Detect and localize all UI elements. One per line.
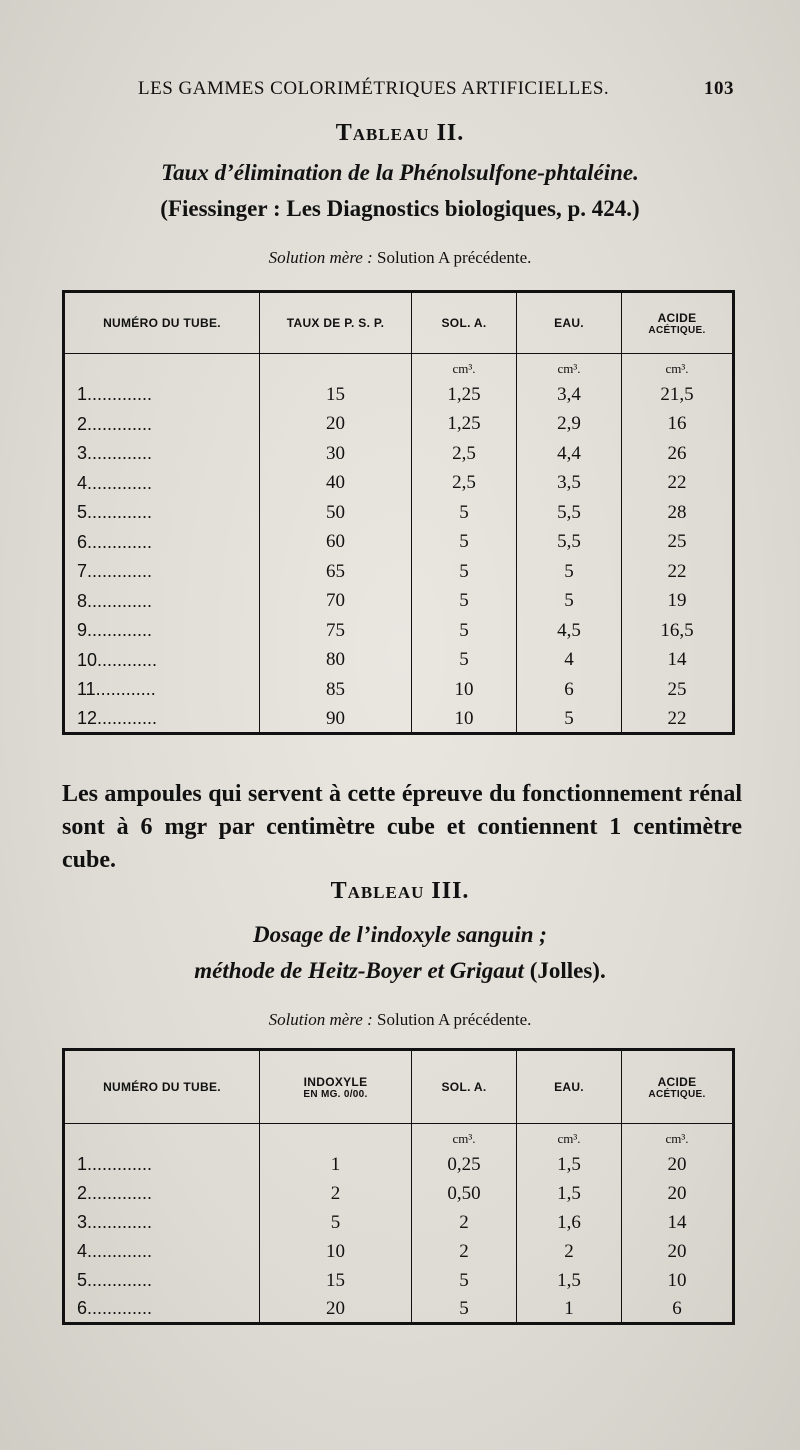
table-cell: 22 <box>622 557 734 587</box>
table-row <box>64 645 734 675</box>
table-cell: 5,5 <box>517 527 622 557</box>
table-cell: 80 <box>260 645 412 675</box>
tableau-3-table <box>62 1048 735 1325</box>
tableau-2-caption-line1: Taux d’élimination de la Phénolsulfone-phtaléine. <box>161 160 639 185</box>
table-cell: 25 <box>622 675 734 705</box>
unit-cell: cm³. <box>517 354 622 380</box>
tableau-2-heading: Tableau II. <box>335 120 465 146</box>
table-row <box>64 675 734 705</box>
table-cell: 0,50 <box>412 1179 517 1208</box>
tableau-2-caption-line2: (Fiessinger : Les Diagnostics biologiques, p. 424.) <box>160 196 640 221</box>
table-row <box>64 1179 734 1208</box>
table-cell: 20 <box>622 1179 734 1208</box>
tube-number-cell: 2............. <box>64 409 260 439</box>
table-cell: 3,4 <box>517 380 622 410</box>
table-cell: 1,5 <box>517 1179 622 1208</box>
table-cell: 5 <box>412 616 517 646</box>
table-cell: 6 <box>517 675 622 705</box>
table-cell: 14 <box>622 1208 734 1237</box>
header-tube: NUMÉRO DU TUBE. <box>64 1050 260 1124</box>
tube-number-cell: 5............. <box>64 498 260 528</box>
table-row <box>64 1237 734 1266</box>
tube-number-cell: 8............. <box>64 586 260 616</box>
tube-number-cell: 4............. <box>64 468 260 498</box>
header-indoxyle <box>260 1050 412 1124</box>
tableau-3-heading: Tableau III. <box>330 878 470 904</box>
table-cell: 2 <box>517 1237 622 1266</box>
units-row <box>64 1124 734 1150</box>
header-acide-line1: ACIDE <box>657 1074 697 1089</box>
table-cell: 1,5 <box>517 1266 622 1295</box>
table-cell: 1 <box>517 1295 622 1324</box>
header-indoxyle-line2: EN MG. 0/00. <box>303 1088 368 1100</box>
table-cell: 2,9 <box>517 409 622 439</box>
header-taux: TAUX DE P. S. P. <box>260 292 412 354</box>
table-header-row <box>64 1050 734 1124</box>
table-cell: 10 <box>622 1266 734 1295</box>
unit-cell <box>260 354 412 380</box>
header-sol: SOL. A. <box>412 1050 517 1124</box>
tube-number-cell: 1............. <box>64 380 260 410</box>
tableau-2-body <box>64 354 734 734</box>
table-cell: 3,5 <box>517 468 622 498</box>
units-row <box>64 354 734 380</box>
table-row <box>64 557 734 587</box>
header-acide-line2: ACÉTIQUE. <box>648 1088 706 1100</box>
table-cell: 4,5 <box>517 616 622 646</box>
table-cell: 14 <box>622 645 734 675</box>
table-cell: 5 <box>517 586 622 616</box>
solution-text: Solution A précédente. <box>372 1010 532 1029</box>
table-cell: 1,5 <box>517 1150 622 1179</box>
table-cell: 20 <box>260 1295 412 1324</box>
table-cell: 10 <box>412 675 517 705</box>
header-acide <box>622 292 734 354</box>
table-cell: 21,5 <box>622 380 734 410</box>
table-cell: 5 <box>412 557 517 587</box>
solution-text: Solution A précédente. <box>372 248 532 267</box>
table-row <box>64 1266 734 1295</box>
table-cell: 40 <box>260 468 412 498</box>
table-cell: 10 <box>412 704 517 734</box>
table-cell: 22 <box>622 468 734 498</box>
table-header-row <box>64 292 734 354</box>
tableau-3-solution <box>0 1010 800 1030</box>
header-acide-line1: ACIDE <box>657 310 697 325</box>
table-cell: 25 <box>622 527 734 557</box>
header-acide-line2: ACÉTIQUE. <box>648 324 706 336</box>
table-row <box>64 1208 734 1237</box>
table-cell: 16,5 <box>622 616 734 646</box>
unit-cell <box>64 1124 260 1150</box>
table-cell: 1 <box>260 1150 412 1179</box>
table-cell: 30 <box>260 439 412 469</box>
tube-number-cell: 10............ <box>64 645 260 675</box>
table-row <box>64 380 734 410</box>
table-cell: 22 <box>622 704 734 734</box>
table-cell: 85 <box>260 675 412 705</box>
tube-number-cell: 5............. <box>64 1266 260 1295</box>
tube-number-cell: 4............. <box>64 1237 260 1266</box>
table-cell: 15 <box>260 380 412 410</box>
tube-number-cell: 3............. <box>64 439 260 469</box>
table-cell: 28 <box>622 498 734 528</box>
tube-number-cell: 12............ <box>64 704 260 734</box>
tableau-3-caption-method: méthode de Heitz-Boyer et Grigaut <box>194 958 524 983</box>
table-cell: 2 <box>412 1208 517 1237</box>
table-cell: 65 <box>260 557 412 587</box>
unit-cell: cm³. <box>622 354 734 380</box>
table-cell: 16 <box>622 409 734 439</box>
table-cell: 20 <box>622 1150 734 1179</box>
table-row <box>64 439 734 469</box>
table-cell: 5 <box>517 557 622 587</box>
table-cell: 4 <box>517 645 622 675</box>
tube-number-cell: 9............. <box>64 616 260 646</box>
table-cell: 26 <box>622 439 734 469</box>
table-cell: 5 <box>412 586 517 616</box>
table-row <box>64 1295 734 1324</box>
table-cell: 5 <box>517 704 622 734</box>
table-cell: 5,5 <box>517 498 622 528</box>
table-row <box>64 527 734 557</box>
table-row <box>64 616 734 646</box>
tableau-2-table <box>62 290 735 735</box>
header-eau: EAU. <box>517 1050 622 1124</box>
header-tube: NUMÉRO DU TUBE. <box>64 292 260 354</box>
tube-number-cell: 11............ <box>64 675 260 705</box>
table-cell: 5 <box>412 1266 517 1295</box>
tableau-3-caption-line2 <box>0 958 800 984</box>
table-cell: 4,4 <box>517 439 622 469</box>
table-cell: 6 <box>622 1295 734 1324</box>
table-cell: 19 <box>622 586 734 616</box>
unit-cell: cm³. <box>622 1124 734 1150</box>
table-cell: 50 <box>260 498 412 528</box>
page-number: 103 <box>704 78 734 99</box>
table-cell: 1,25 <box>412 409 517 439</box>
table-cell: 60 <box>260 527 412 557</box>
body-paragraph: Les ampoules qui servent à cette épreuve du fonctionnement rénal sont à 6 mgr par centimètre cube et contiennent 1 centimètre cube. <box>62 781 742 873</box>
header-acide <box>622 1050 734 1124</box>
tube-number-cell: 1............. <box>64 1150 260 1179</box>
unit-cell: cm³. <box>412 354 517 380</box>
table-cell: 2 <box>412 1237 517 1266</box>
tube-number-cell: 2............. <box>64 1179 260 1208</box>
table-cell: 20 <box>260 409 412 439</box>
table-cell: 5 <box>260 1208 412 1237</box>
table-cell: 5 <box>412 1295 517 1324</box>
tableau-3-caption-line1: Dosage de l’indoxyle sanguin ; <box>253 922 547 947</box>
unit-cell: cm³. <box>517 1124 622 1150</box>
table-cell: 2 <box>260 1179 412 1208</box>
table-cell: 90 <box>260 704 412 734</box>
header-eau: EAU. <box>517 292 622 354</box>
table-cell: 75 <box>260 616 412 646</box>
header-indoxyle-line1: INDOXYLE <box>303 1074 368 1089</box>
table-cell: 10 <box>260 1237 412 1266</box>
table-row <box>64 1150 734 1179</box>
table-cell: 2,5 <box>412 468 517 498</box>
table-row <box>64 498 734 528</box>
tableau-3-caption-author: (Jolles). <box>523 958 606 983</box>
table-row <box>64 468 734 498</box>
running-head <box>138 78 738 104</box>
table-row <box>64 704 734 734</box>
table-row <box>64 409 734 439</box>
table-cell: 5 <box>412 498 517 528</box>
table-cell: 1,25 <box>412 380 517 410</box>
table-cell: 1,6 <box>517 1208 622 1237</box>
unit-cell: cm³. <box>412 1124 517 1150</box>
table-cell: 0,25 <box>412 1150 517 1179</box>
solution-label: Solution mère : <box>268 248 373 267</box>
solution-label: Solution mère : <box>268 1010 373 1029</box>
unit-cell <box>260 1124 412 1150</box>
table-cell: 5 <box>412 645 517 675</box>
running-head-title: LES GAMMES COLORIMÉTRIQUES ARTIFICIELLES. <box>138 78 610 99</box>
tube-number-cell: 6............. <box>64 527 260 557</box>
tableau-2-solution <box>0 248 800 268</box>
table-cell: 2,5 <box>412 439 517 469</box>
table-cell: 15 <box>260 1266 412 1295</box>
tube-number-cell: 3............. <box>64 1208 260 1237</box>
tube-number-cell: 7............. <box>64 557 260 587</box>
table-cell: 5 <box>412 527 517 557</box>
header-sol: SOL. A. <box>412 292 517 354</box>
unit-cell <box>64 354 260 380</box>
tube-number-cell: 6............. <box>64 1295 260 1324</box>
tableau-3-body <box>64 1124 734 1324</box>
table-row <box>64 586 734 616</box>
table-cell: 20 <box>622 1237 734 1266</box>
table-cell: 70 <box>260 586 412 616</box>
